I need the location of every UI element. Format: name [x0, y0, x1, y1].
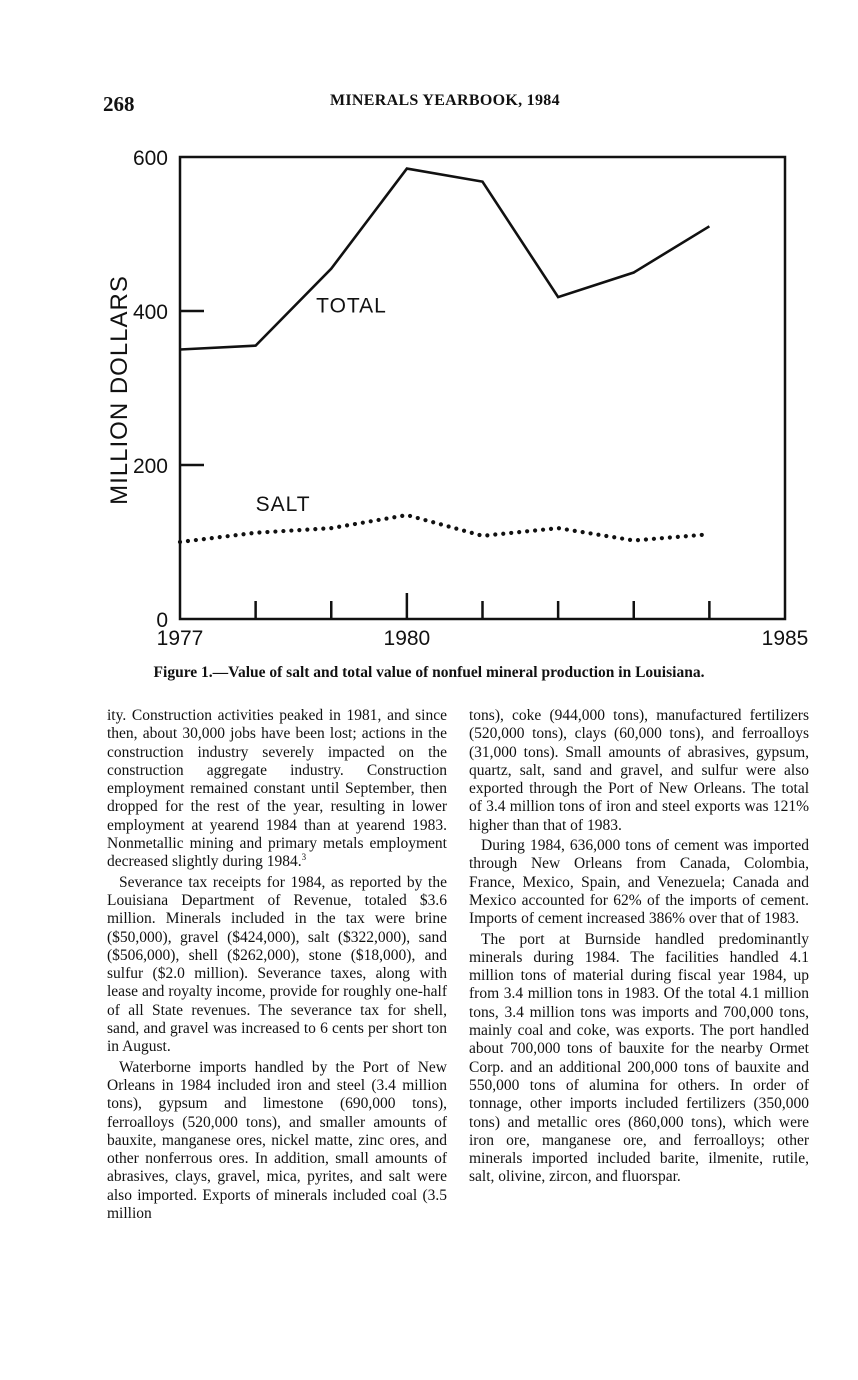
y-tick-label: 0: [156, 609, 168, 632]
series-line-salt: [180, 515, 709, 542]
running-head: MINERALS YEARBOOK, 1984: [330, 92, 560, 109]
x-tick-label: 1985: [761, 627, 809, 650]
y-tick-label: 200: [132, 455, 168, 478]
page-number: 268: [103, 92, 135, 116]
left-paragraph-3: Waterborne imports handled by the Port of New Orleans in 1984 included iron and steel (3.4 million tons), gypsum and limestone (690,000 tons), ferroalloys (520,000 tons), and smaller amounts of bauxite, manganese ores, nickel matte, zinc ores, and other nonferrous ores. In addition, small amounts of abrasives, clays, gravel, mica, pyrites, and salt were also imported. Exports of minerals included coal (3.5 million: [107, 1058, 447, 1223]
right-column: [469, 707, 809, 1223]
figure-caption: Figure 1.—Value of salt and total value of nonfuel mineral production in Louisiana.: [153, 664, 705, 681]
x-tick-label: 1977: [156, 627, 204, 650]
left-paragraph-2: Severance tax receipts for 1984, as reported by the Louisiana Department of Revenue, totaled $3.6 million. Minerals included in the tax were brine ($50,000), gravel ($424,000), salt ($322,000), sand ($506,000), shell ($262,000), stone ($18,000), and sulfur ($2.0 million). Severance taxes, along with lease and royalty income, provide for roughly one-half of all State revenues. The severance tax for shell, sand, and gravel was increased to 6 cents per short ton in August.: [107, 873, 447, 1056]
right-paragraph-1: tons), coke (944,000 tons), manufactured fertilizers (520,000 tons), clays (60,000 tons), and ferroalloys (31,000 tons). Small amounts of abrasives, gypsum, quartz, salt, sand and gravel, and sulfur were also exported through the Port of New Orleans. The total of 3.4 million tons of iron and steel exports was 121% higher than that of 1983.: [469, 707, 809, 834]
body-text: [107, 707, 809, 1223]
footnote-marker: 3: [301, 852, 307, 863]
left-column: [107, 707, 447, 1223]
right-paragraph-2: During 1984, 636,000 tons of cement was imported through New Orleans from Canada, Colombia, France, Mexico, Spain, and Venezuela; Canada and Mexico accounted for 62% of the imports of cement. Imports of cement increased 386% over that of 1983.: [469, 837, 809, 928]
left-paragraph-1: [107, 707, 447, 872]
series-label-salt: SALT: [255, 493, 311, 517]
plot-frame: [180, 157, 785, 619]
series-label-total: TOTAL: [316, 294, 387, 318]
y-axis-title: MILLION DOLLARS: [106, 275, 133, 505]
y-tick-label: 600: [132, 147, 168, 170]
right-paragraph-3: The port at Burnside handled predominantly minerals during 1984. The facilities handled 4.1 million tons of material during fiscal year 1984, up from 3.4 million tons in 1983. Of the total 4.1 million tons, 3.4 million tons was imports and 700,000 tons, mainly coal and coke, was exports. The port handled about 700,000 tons of bauxite for the nearby Ormet Corp. and an additional 200,000 tons of bauxite and 550,000 tons of alumina for others. In order of tonnage, other imports included fertilizers (350,000 tons) and metallic ores (860,000 tons), which were iron ore, manganese ore, and ferroalloys; other minerals imported included barite, ilmenite, rutile, salt, olivine, zircon, and fluorspar.: [469, 930, 809, 1186]
y-tick-label: 400: [132, 301, 168, 324]
left-paragraph-1-text: ity. Construction activities peaked in 1981, and since then, about 30,000 jobs have been lost; actions in the construction industry severely impacted on the construction aggregate industry. Construction employment remained constant until September, then dropped for the rest of the year, resulting in lower employment at yearend 1984 than at yearend 1983. Nonmetallic mining and primary metals employment decreased slightly during 1984.: [107, 707, 447, 871]
series-line-total: [180, 169, 709, 350]
x-tick-label: 1980: [383, 627, 431, 650]
chart: [95, 145, 830, 655]
